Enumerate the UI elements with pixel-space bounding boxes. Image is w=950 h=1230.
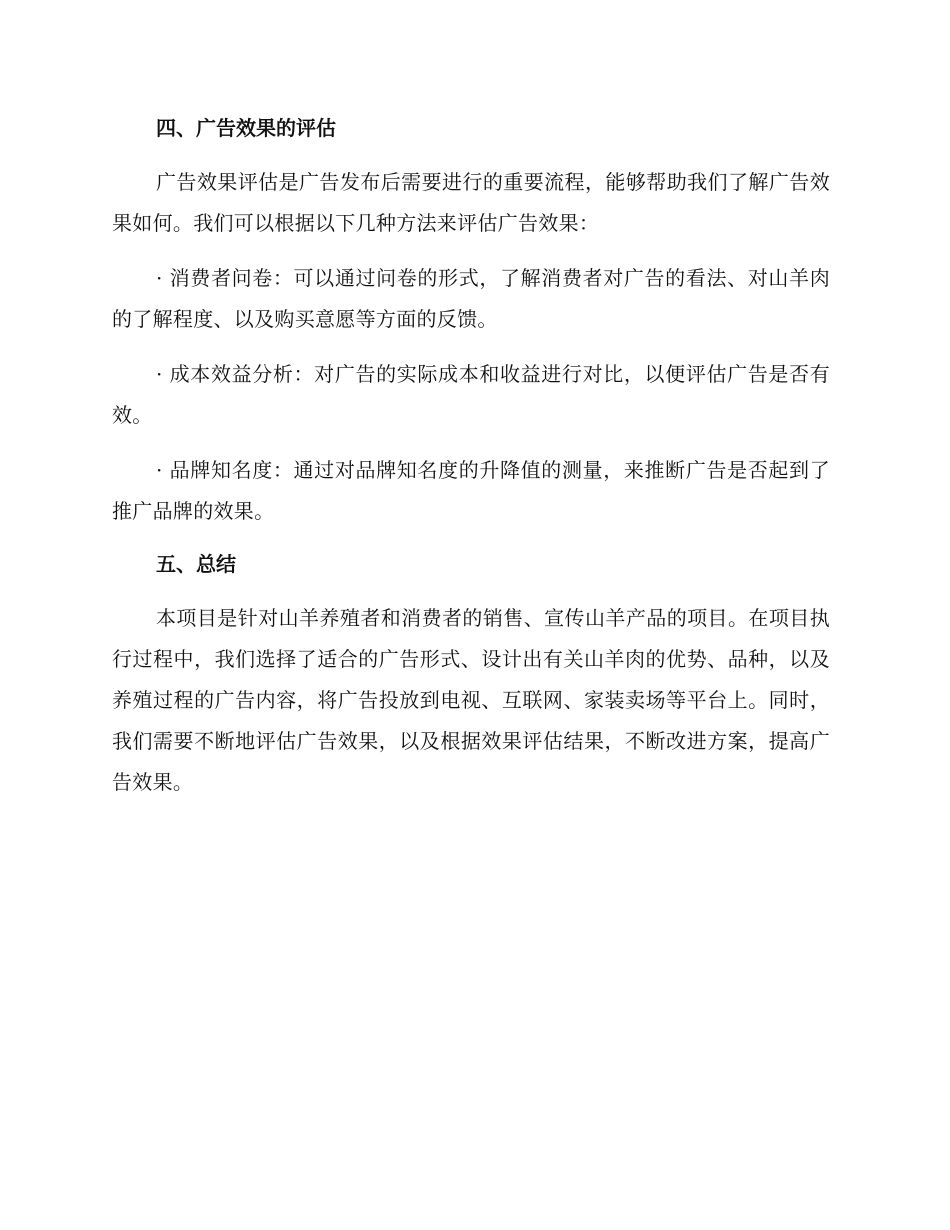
paragraph-evaluation-intro: 广告效果评估是广告发布后需要进行的重要流程，能够帮助我们了解广告效果如何。我们可以根据以下几种方法来评估广告效果： [112, 170, 830, 235]
section-heading-summary: 五、总结 [156, 552, 236, 576]
bullet-consumer-survey: · 消费者问卷：可以通过问卷的形式，了解消费者对广告的看法、对山羊肉的了解程度、以及购买意愿等方面的反馈。 [112, 266, 830, 331]
paragraph-gap [112, 436, 830, 450]
section-heading-evaluation: 四、广告效果的评估 [156, 116, 336, 140]
document-page [112, 110, 830, 803]
paragraph-gap [112, 340, 830, 354]
paragraph-summary: 本项目是针对山羊养殖者和消费者的销售、宣传山羊产品的项目。在项目执行过程中，我们选择了适合的广告形式、设计出有关山羊肉的优势、品种，以及养殖过程的广告内容，将广告投放到电视、互联网、家装卖场等平台上。同时，我们需要不断地评估广告效果，以及根据效果评估结果，不断改进方案，提高广告效果。 [112, 606, 830, 794]
bullet-cost-benefit: · 成本效益分析：对广告的实际成本和收益进行对比，以便评估广告是否有效。 [112, 362, 830, 427]
bullet-brand-awareness: · 品牌知名度：通过对品牌知名度的升降值的测量，来推断广告是否起到了推广品牌的效果。 [112, 458, 830, 523]
paragraph-gap [112, 244, 830, 258]
